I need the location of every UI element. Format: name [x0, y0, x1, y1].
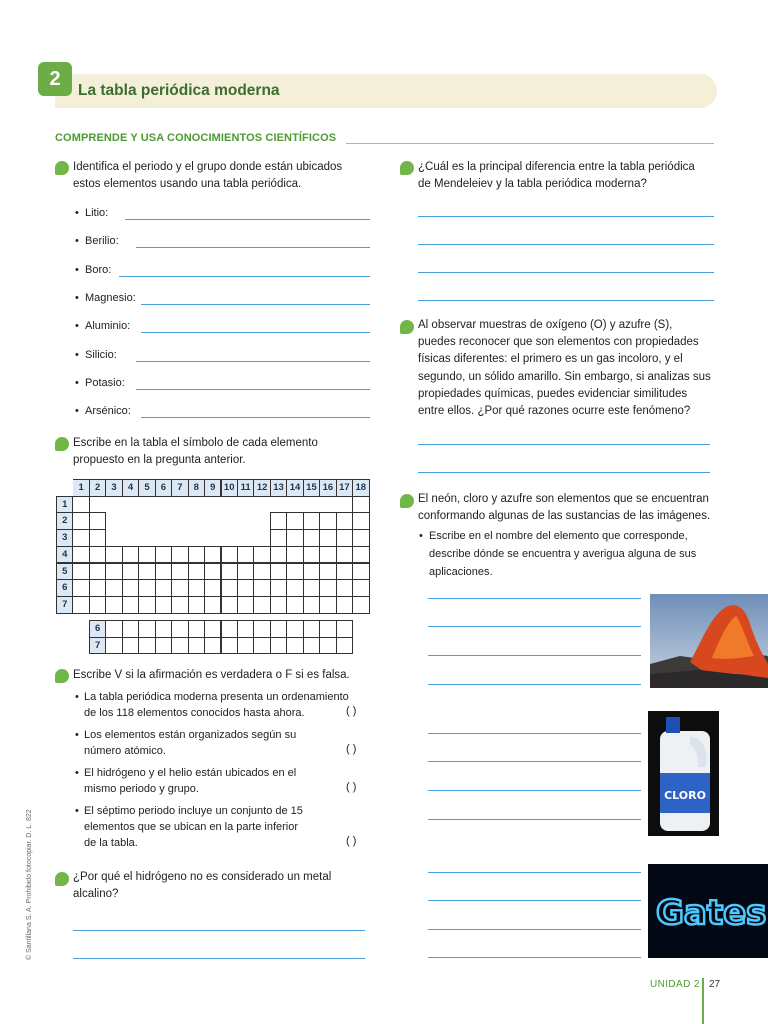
- group-header-cell: 4: [122, 479, 139, 497]
- element-cell[interactable]: [286, 529, 303, 547]
- element-cell[interactable]: [89, 596, 106, 614]
- question-7-text-line-1: El neón, cloro y azufre son elementos que se encuentran: [418, 493, 709, 505]
- statement-bullet: •: [75, 691, 79, 703]
- series-header-cell: 6: [89, 620, 106, 638]
- series-element-cell[interactable]: [171, 620, 188, 638]
- element-cell[interactable]: [122, 579, 139, 597]
- element-cell[interactable]: [138, 596, 155, 614]
- element-cell[interactable]: [336, 546, 353, 564]
- element-cell[interactable]: [204, 579, 221, 597]
- question-5-text-line-1: ¿Cuál es la principal diferencia entre la tabla periódica: [418, 161, 695, 173]
- answer-line[interactable]: [428, 598, 641, 599]
- series-element-cell[interactable]: [204, 620, 221, 638]
- answer-line[interactable]: [141, 332, 370, 333]
- element-cell[interactable]: [122, 563, 139, 581]
- list-bullet: •: [75, 348, 79, 361]
- statement-bullet: •: [75, 805, 79, 817]
- element-cell[interactable]: [336, 529, 353, 547]
- statement-text: elementos que se ubican en la parte inferior: [84, 821, 299, 833]
- sub-bullet: •: [419, 530, 423, 542]
- element-cell[interactable]: [336, 579, 353, 597]
- group-header-cell: 12: [253, 479, 270, 497]
- statement-bullet: •: [75, 767, 79, 779]
- answer-line[interactable]: [428, 790, 641, 791]
- question-7-sub-line-1: Escribe en el nombre del elemento que corresponde,: [429, 530, 688, 542]
- element-label: Berilio:: [85, 235, 119, 248]
- answer-line[interactable]: [136, 389, 370, 390]
- element-cell[interactable]: [303, 563, 320, 581]
- element-cell[interactable]: [105, 579, 122, 597]
- table-corner: [56, 479, 73, 497]
- page-title: La tabla periódica moderna: [78, 82, 280, 99]
- question-2-text-line-2: propuesto en la pregunta anterior.: [73, 454, 246, 466]
- element-cell[interactable]: [155, 579, 172, 597]
- question-3-text: Escribe V si la afirmación es verdadera o F si es falsa.: [73, 669, 350, 681]
- group-header-cell: 11: [237, 479, 254, 497]
- statement-bullet: •: [75, 729, 79, 741]
- answer-line[interactable]: [418, 216, 714, 217]
- period-header-cell: 6: [56, 579, 73, 597]
- group-header-cell: 6: [155, 479, 172, 497]
- question-4-text-line-2: alcalino?: [73, 888, 119, 900]
- statement-text: número atómico.: [84, 745, 166, 757]
- period-header-cell: 5: [56, 563, 73, 581]
- copyright-notice: © Santillana S. A. Prohibido fotocopiar. D. L. 822: [26, 809, 33, 960]
- question-bullet-icon: [400, 320, 414, 334]
- element-cell[interactable]: [352, 546, 369, 564]
- statement-text: mismo periodo y grupo.: [84, 783, 199, 795]
- element-cell[interactable]: [303, 529, 320, 547]
- series-element-cell[interactable]: [336, 620, 353, 638]
- element-cell[interactable]: [171, 546, 188, 564]
- element-cell[interactable]: [221, 596, 238, 614]
- element-cell[interactable]: [237, 596, 254, 614]
- series-element-cell[interactable]: [138, 620, 155, 638]
- element-cell[interactable]: [105, 596, 122, 614]
- bottle-label-text: CLORO: [664, 789, 706, 802]
- element-cell[interactable]: [319, 563, 336, 581]
- answer-line[interactable]: [125, 219, 370, 220]
- list-bullet: •: [75, 263, 79, 276]
- series-element-cell[interactable]: [270, 620, 287, 638]
- series-element-cell[interactable]: [303, 637, 320, 655]
- question-bullet-icon: [55, 872, 69, 886]
- group-header-cell: 1: [72, 479, 89, 497]
- true-false-answer-box[interactable]: ( ): [346, 743, 357, 755]
- element-cell[interactable]: [89, 546, 106, 564]
- series-element-cell[interactable]: [253, 637, 270, 655]
- list-bullet: •: [75, 320, 79, 333]
- answer-line[interactable]: [141, 304, 370, 305]
- group-header-cell: 2: [89, 479, 106, 497]
- series-element-cell[interactable]: [253, 620, 270, 638]
- answer-line[interactable]: [428, 684, 641, 685]
- element-cell[interactable]: [171, 579, 188, 597]
- element-cell[interactable]: [171, 596, 188, 614]
- element-cell[interactable]: [253, 579, 270, 597]
- answer-line[interactable]: [418, 444, 710, 445]
- answer-line[interactable]: [418, 300, 714, 301]
- element-cell[interactable]: [89, 579, 106, 597]
- series-element-cell[interactable]: [122, 637, 139, 655]
- element-cell[interactable]: [72, 529, 89, 547]
- group-header-cell: 10: [221, 479, 238, 497]
- statement-text: El séptimo periodo incluye un conjunto de 15: [84, 805, 303, 817]
- element-cell[interactable]: [72, 579, 89, 597]
- footer-unit-label: UNIDAD 2: [650, 979, 700, 990]
- question-6-text-line: segundo, un sólido amarillo. Sin embargo, si analizas sus: [418, 370, 711, 383]
- element-cell[interactable]: [253, 563, 270, 581]
- answer-line[interactable]: [428, 957, 641, 958]
- element-cell[interactable]: [204, 563, 221, 581]
- true-false-answer-box[interactable]: ( ): [346, 705, 357, 717]
- series-element-cell[interactable]: [319, 620, 336, 638]
- element-cell[interactable]: [237, 546, 254, 564]
- series-element-cell[interactable]: [188, 620, 205, 638]
- element-cell[interactable]: [188, 563, 205, 581]
- element-cell[interactable]: [188, 546, 205, 564]
- neon-sign-photo: [648, 864, 768, 958]
- series-element-cell[interactable]: [221, 637, 238, 655]
- answer-line[interactable]: [141, 417, 370, 418]
- element-label: Silicio:: [85, 348, 117, 361]
- series-element-cell[interactable]: [303, 620, 320, 638]
- element-cell[interactable]: [270, 546, 287, 564]
- true-false-answer-box[interactable]: ( ): [346, 781, 357, 793]
- series-element-cell[interactable]: [171, 637, 188, 655]
- element-cell[interactable]: [138, 563, 155, 581]
- group-header-cell: 13: [270, 479, 287, 497]
- element-cell[interactable]: [352, 496, 369, 514]
- series-element-cell[interactable]: [188, 637, 205, 655]
- series-element-cell[interactable]: [237, 620, 254, 638]
- group-header-cell: 14: [286, 479, 303, 497]
- series-element-cell[interactable]: [237, 637, 254, 655]
- element-cell[interactable]: [204, 596, 221, 614]
- series-element-cell[interactable]: [204, 637, 221, 655]
- statement-text: de la tabla.: [84, 837, 138, 849]
- group-header-cell: 18: [352, 479, 369, 497]
- element-cell[interactable]: [204, 546, 221, 564]
- element-cell[interactable]: [138, 546, 155, 564]
- question-bullet-icon: [55, 161, 69, 175]
- question-5-text-line-2: de Mendeleiev y la tabla periódica moderna?: [418, 178, 647, 190]
- element-cell[interactable]: [72, 512, 89, 530]
- element-cell[interactable]: [286, 546, 303, 564]
- group-header-cell: 17: [336, 479, 353, 497]
- series-element-cell[interactable]: [105, 637, 122, 655]
- element-cell[interactable]: [105, 546, 122, 564]
- element-cell[interactable]: [336, 563, 353, 581]
- element-cell[interactable]: [122, 596, 139, 614]
- series-element-cell[interactable]: [155, 620, 172, 638]
- question-bullet-icon: [400, 494, 414, 508]
- question-4-text-line-1: ¿Por qué el hidrógeno no es considerado un metal: [73, 871, 332, 883]
- group-header-cell: 5: [138, 479, 155, 497]
- element-cell[interactable]: [72, 596, 89, 614]
- section-rule: [346, 143, 714, 144]
- element-cell[interactable]: [237, 579, 254, 597]
- element-cell[interactable]: [319, 512, 336, 530]
- element-cell[interactable]: [138, 579, 155, 597]
- element-cell[interactable]: [221, 546, 238, 564]
- question-7-text-line-2: conformando algunas de las sustancias de las imágenes.: [418, 510, 711, 522]
- element-cell[interactable]: [221, 563, 238, 581]
- group-header-cell: 3: [105, 479, 122, 497]
- period-header-cell: 1: [56, 496, 73, 514]
- question-6-text-line: físicas diferentes: el primero es un gas incoloro, y el: [418, 353, 683, 366]
- group-header-cell: 15: [303, 479, 320, 497]
- element-cell[interactable]: [270, 529, 287, 547]
- question-bullet-icon: [400, 161, 414, 175]
- group-header-cell: 8: [188, 479, 205, 497]
- statement-text: de los 118 elementos conocidos hasta ahora.: [84, 707, 305, 719]
- statement-text: El hidrógeno y el helio están ubicados en el: [84, 767, 297, 779]
- page-number: 27: [709, 979, 721, 990]
- answer-line[interactable]: [136, 361, 370, 362]
- series-element-cell[interactable]: [336, 637, 353, 655]
- element-label: Arsénico:: [85, 405, 131, 418]
- true-false-answer-box[interactable]: ( ): [346, 835, 357, 847]
- answer-line[interactable]: [418, 244, 714, 245]
- element-cell[interactable]: [319, 579, 336, 597]
- series-element-cell[interactable]: [319, 637, 336, 655]
- series-element-cell[interactable]: [138, 637, 155, 655]
- element-cell[interactable]: [352, 529, 369, 547]
- neon-sign-text: Gates: [656, 893, 767, 933]
- element-cell[interactable]: [188, 596, 205, 614]
- question-6-text-line: entre ellos. ¿Por qué razones ocurre este fenómeno?: [418, 405, 691, 417]
- series-element-cell[interactable]: [122, 620, 139, 638]
- question-1-text-line-2: estos elementos usando una tabla periódica.: [73, 178, 302, 190]
- element-cell[interactable]: [319, 529, 336, 547]
- period-header-cell: 3: [56, 529, 73, 547]
- element-cell[interactable]: [303, 579, 320, 597]
- element-cell[interactable]: [270, 512, 287, 530]
- element-cell[interactable]: [286, 596, 303, 614]
- element-cell[interactable]: [155, 563, 172, 581]
- answer-line[interactable]: [428, 929, 641, 930]
- question-7-sub-line-2: describe dónde se encuentra y averigua alguna de sus: [429, 548, 697, 560]
- series-element-cell[interactable]: [221, 620, 238, 638]
- statement-text: Los elementos están organizados según su: [84, 729, 297, 741]
- group-header-cell: 16: [319, 479, 336, 497]
- series-element-cell[interactable]: [105, 620, 122, 638]
- group-header-cell: 7: [171, 479, 188, 497]
- statement-text: La tabla periódica moderna presenta un ordenamiento: [84, 691, 349, 703]
- answer-line[interactable]: [428, 655, 641, 656]
- element-cell[interactable]: [319, 546, 336, 564]
- element-cell[interactable]: [188, 579, 205, 597]
- element-cell[interactable]: [89, 563, 106, 581]
- element-label: Potasio:: [85, 376, 125, 389]
- answer-line[interactable]: [428, 872, 641, 873]
- list-bullet: •: [75, 235, 79, 248]
- question-1-text-line-1: Identifica el periodo y el grupo donde están ubicados: [73, 161, 343, 173]
- element-cell[interactable]: [270, 563, 287, 581]
- series-element-cell[interactable]: [155, 637, 172, 655]
- question-2-text-line-1: Escribe en la tabla el símbolo de cada elemento: [73, 437, 318, 449]
- period-header-cell: 2: [56, 512, 73, 530]
- period-header-cell: 7: [56, 596, 73, 614]
- answer-line[interactable]: [73, 930, 365, 931]
- answer-line[interactable]: [418, 472, 710, 473]
- element-cell[interactable]: [72, 496, 89, 514]
- element-cell[interactable]: [286, 563, 303, 581]
- element-cell[interactable]: [105, 563, 122, 581]
- element-cell[interactable]: [303, 596, 320, 614]
- element-cell[interactable]: [72, 546, 89, 564]
- list-bullet: •: [75, 291, 79, 304]
- element-cell[interactable]: [171, 563, 188, 581]
- element-cell[interactable]: [352, 512, 369, 530]
- element-cell[interactable]: [237, 563, 254, 581]
- answer-line[interactable]: [428, 900, 641, 901]
- element-cell[interactable]: [352, 596, 369, 614]
- element-cell[interactable]: [336, 512, 353, 530]
- element-cell[interactable]: [253, 546, 270, 564]
- group-header-cell: 9: [204, 479, 221, 497]
- series-element-cell[interactable]: [286, 637, 303, 655]
- section-heading: COMPRENDE Y USA CONOCIMIENTOS CIENTÍFICOS: [55, 132, 337, 144]
- list-bullet: •: [75, 376, 79, 389]
- element-cell[interactable]: [270, 579, 287, 597]
- element-cell[interactable]: [253, 596, 270, 614]
- footer-divider: [702, 978, 704, 1024]
- element-cell[interactable]: [72, 563, 89, 581]
- answer-line[interactable]: [428, 626, 641, 627]
- element-cell[interactable]: [155, 596, 172, 614]
- element-cell[interactable]: [89, 512, 106, 530]
- list-bullet: •: [75, 405, 79, 418]
- series-element-cell[interactable]: [270, 637, 287, 655]
- unit-number-badge: 2: [38, 62, 72, 96]
- list-bullet: •: [75, 207, 79, 219]
- element-label: Litio:: [85, 207, 109, 219]
- element-cell[interactable]: [155, 546, 172, 564]
- period-header-cell: 4: [56, 546, 73, 564]
- element-cell[interactable]: [286, 579, 303, 597]
- bleach-bottle-photo: [648, 711, 719, 836]
- question-bullet-icon: [55, 669, 69, 683]
- element-cell[interactable]: [286, 512, 303, 530]
- question-bullet-icon: [55, 437, 69, 451]
- answer-line[interactable]: [73, 958, 365, 959]
- element-cell[interactable]: [352, 579, 369, 597]
- element-cell[interactable]: [352, 563, 369, 581]
- element-cell[interactable]: [319, 596, 336, 614]
- element-cell[interactable]: [303, 546, 320, 564]
- question-6-text-line: propiedades químicas, puedes evidenciar similitudes: [418, 387, 688, 400]
- answer-line[interactable]: [136, 247, 370, 248]
- answer-line[interactable]: [119, 276, 370, 277]
- answer-line[interactable]: [418, 272, 714, 273]
- element-cell[interactable]: [89, 529, 106, 547]
- element-cell[interactable]: [303, 512, 320, 530]
- element-cell[interactable]: [270, 596, 287, 614]
- answer-line[interactable]: [428, 819, 641, 820]
- element-label: Magnesio:: [85, 291, 136, 304]
- series-header-cell: 7: [89, 637, 106, 655]
- element-cell[interactable]: [336, 596, 353, 614]
- series-element-cell[interactable]: [286, 620, 303, 638]
- element-cell[interactable]: [221, 579, 238, 597]
- answer-line[interactable]: [428, 761, 641, 762]
- question-6-text-line: Al observar muestras de oxígeno (O) y azufre (S),: [418, 319, 673, 331]
- answer-line[interactable]: [428, 733, 641, 734]
- lava-volcano-photo: [650, 594, 768, 688]
- element-label: Aluminio:: [85, 320, 131, 333]
- element-label: Boro:: [85, 263, 112, 276]
- question-7-sub-line-3: aplicaciones.: [429, 566, 493, 578]
- question-6-text-line: puedes reconocer que son elementos con propiedades: [418, 336, 699, 349]
- element-cell[interactable]: [122, 546, 139, 564]
